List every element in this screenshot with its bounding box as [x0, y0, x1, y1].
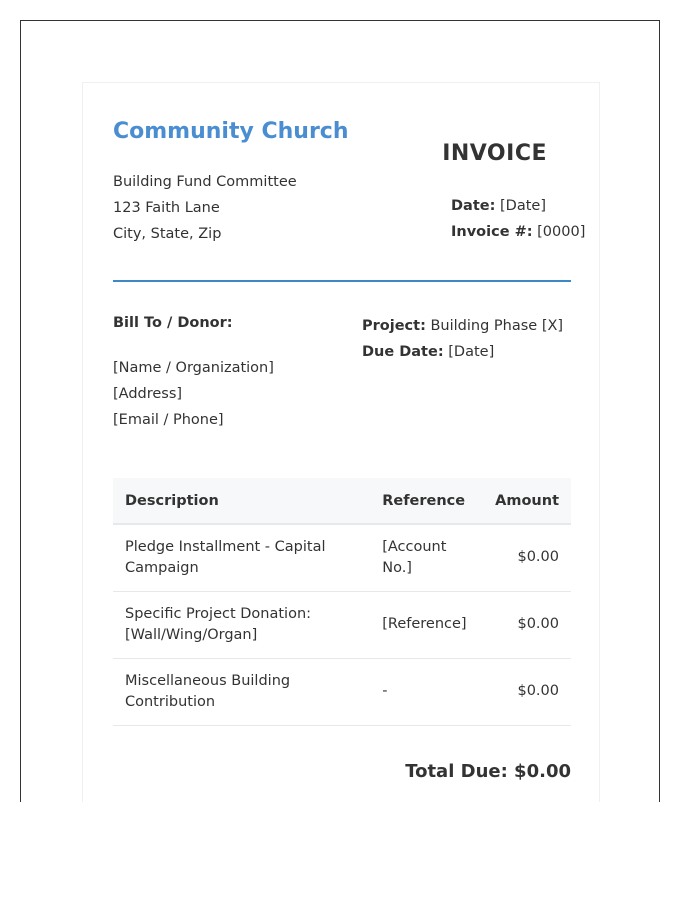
table-header-row: [113, 478, 571, 524]
table-row: [113, 658, 571, 725]
row-amount: $0.00: [483, 591, 571, 658]
column-header-amount: Amount: [483, 478, 571, 524]
row-amount: $0.00: [483, 524, 571, 591]
organization-name: Community Church: [113, 119, 349, 144]
line-items-table: [113, 478, 571, 726]
due-date-value: [Date]: [448, 344, 495, 360]
invoice-date: [451, 193, 585, 219]
bill-to-details: [113, 355, 274, 433]
organization-line: 123 Faith Lane: [113, 200, 220, 216]
row-description: Specific Project Donation: [Wall/Wing/Organ]: [113, 591, 370, 658]
bill-to-line: [Name / Organization]: [113, 360, 274, 376]
table-row: [113, 591, 571, 658]
row-amount: $0.00: [483, 658, 571, 725]
column-header-description: Description: [113, 478, 370, 524]
row-description: Pledge Installment - Capital Campaign: [113, 524, 370, 591]
project-line: [362, 313, 563, 339]
row-reference: [Account No.]: [370, 524, 483, 591]
bill-to-label: Bill To / Donor:: [113, 315, 233, 331]
bill-to-line: [Address]: [113, 386, 183, 402]
invoice-date-value: [Date]: [500, 198, 546, 214]
row-description: Miscellaneous Building Contribution: [113, 658, 370, 725]
project-info: [362, 313, 563, 365]
invoice-meta: [451, 193, 585, 245]
row-reference: [Reference]: [370, 591, 483, 658]
organization-address: [113, 169, 297, 247]
organization-line: City, State, Zip: [113, 226, 222, 242]
invoice-date-label: Date:: [451, 198, 496, 214]
invoice-title: INVOICE: [442, 141, 547, 166]
invoice-card: [82, 82, 600, 802]
due-date-line: [362, 339, 563, 365]
row-reference: -: [370, 658, 483, 725]
page-frame: [20, 20, 660, 802]
organization-line: Building Fund Committee: [113, 174, 297, 190]
invoice-number-value: [0000]: [537, 224, 586, 240]
total-due: Total Due: $0.00: [405, 761, 571, 782]
header-divider: [113, 280, 571, 282]
invoice-number: [451, 219, 585, 245]
project-label: Project:: [362, 318, 426, 334]
invoice-number-label: Invoice #:: [451, 224, 533, 240]
project-value: Building Phase [X]: [430, 318, 564, 334]
bill-to-line: [Email / Phone]: [113, 412, 224, 428]
table-row: [113, 524, 571, 591]
due-date-label: Due Date:: [362, 344, 444, 360]
column-header-reference: Reference: [370, 478, 483, 524]
